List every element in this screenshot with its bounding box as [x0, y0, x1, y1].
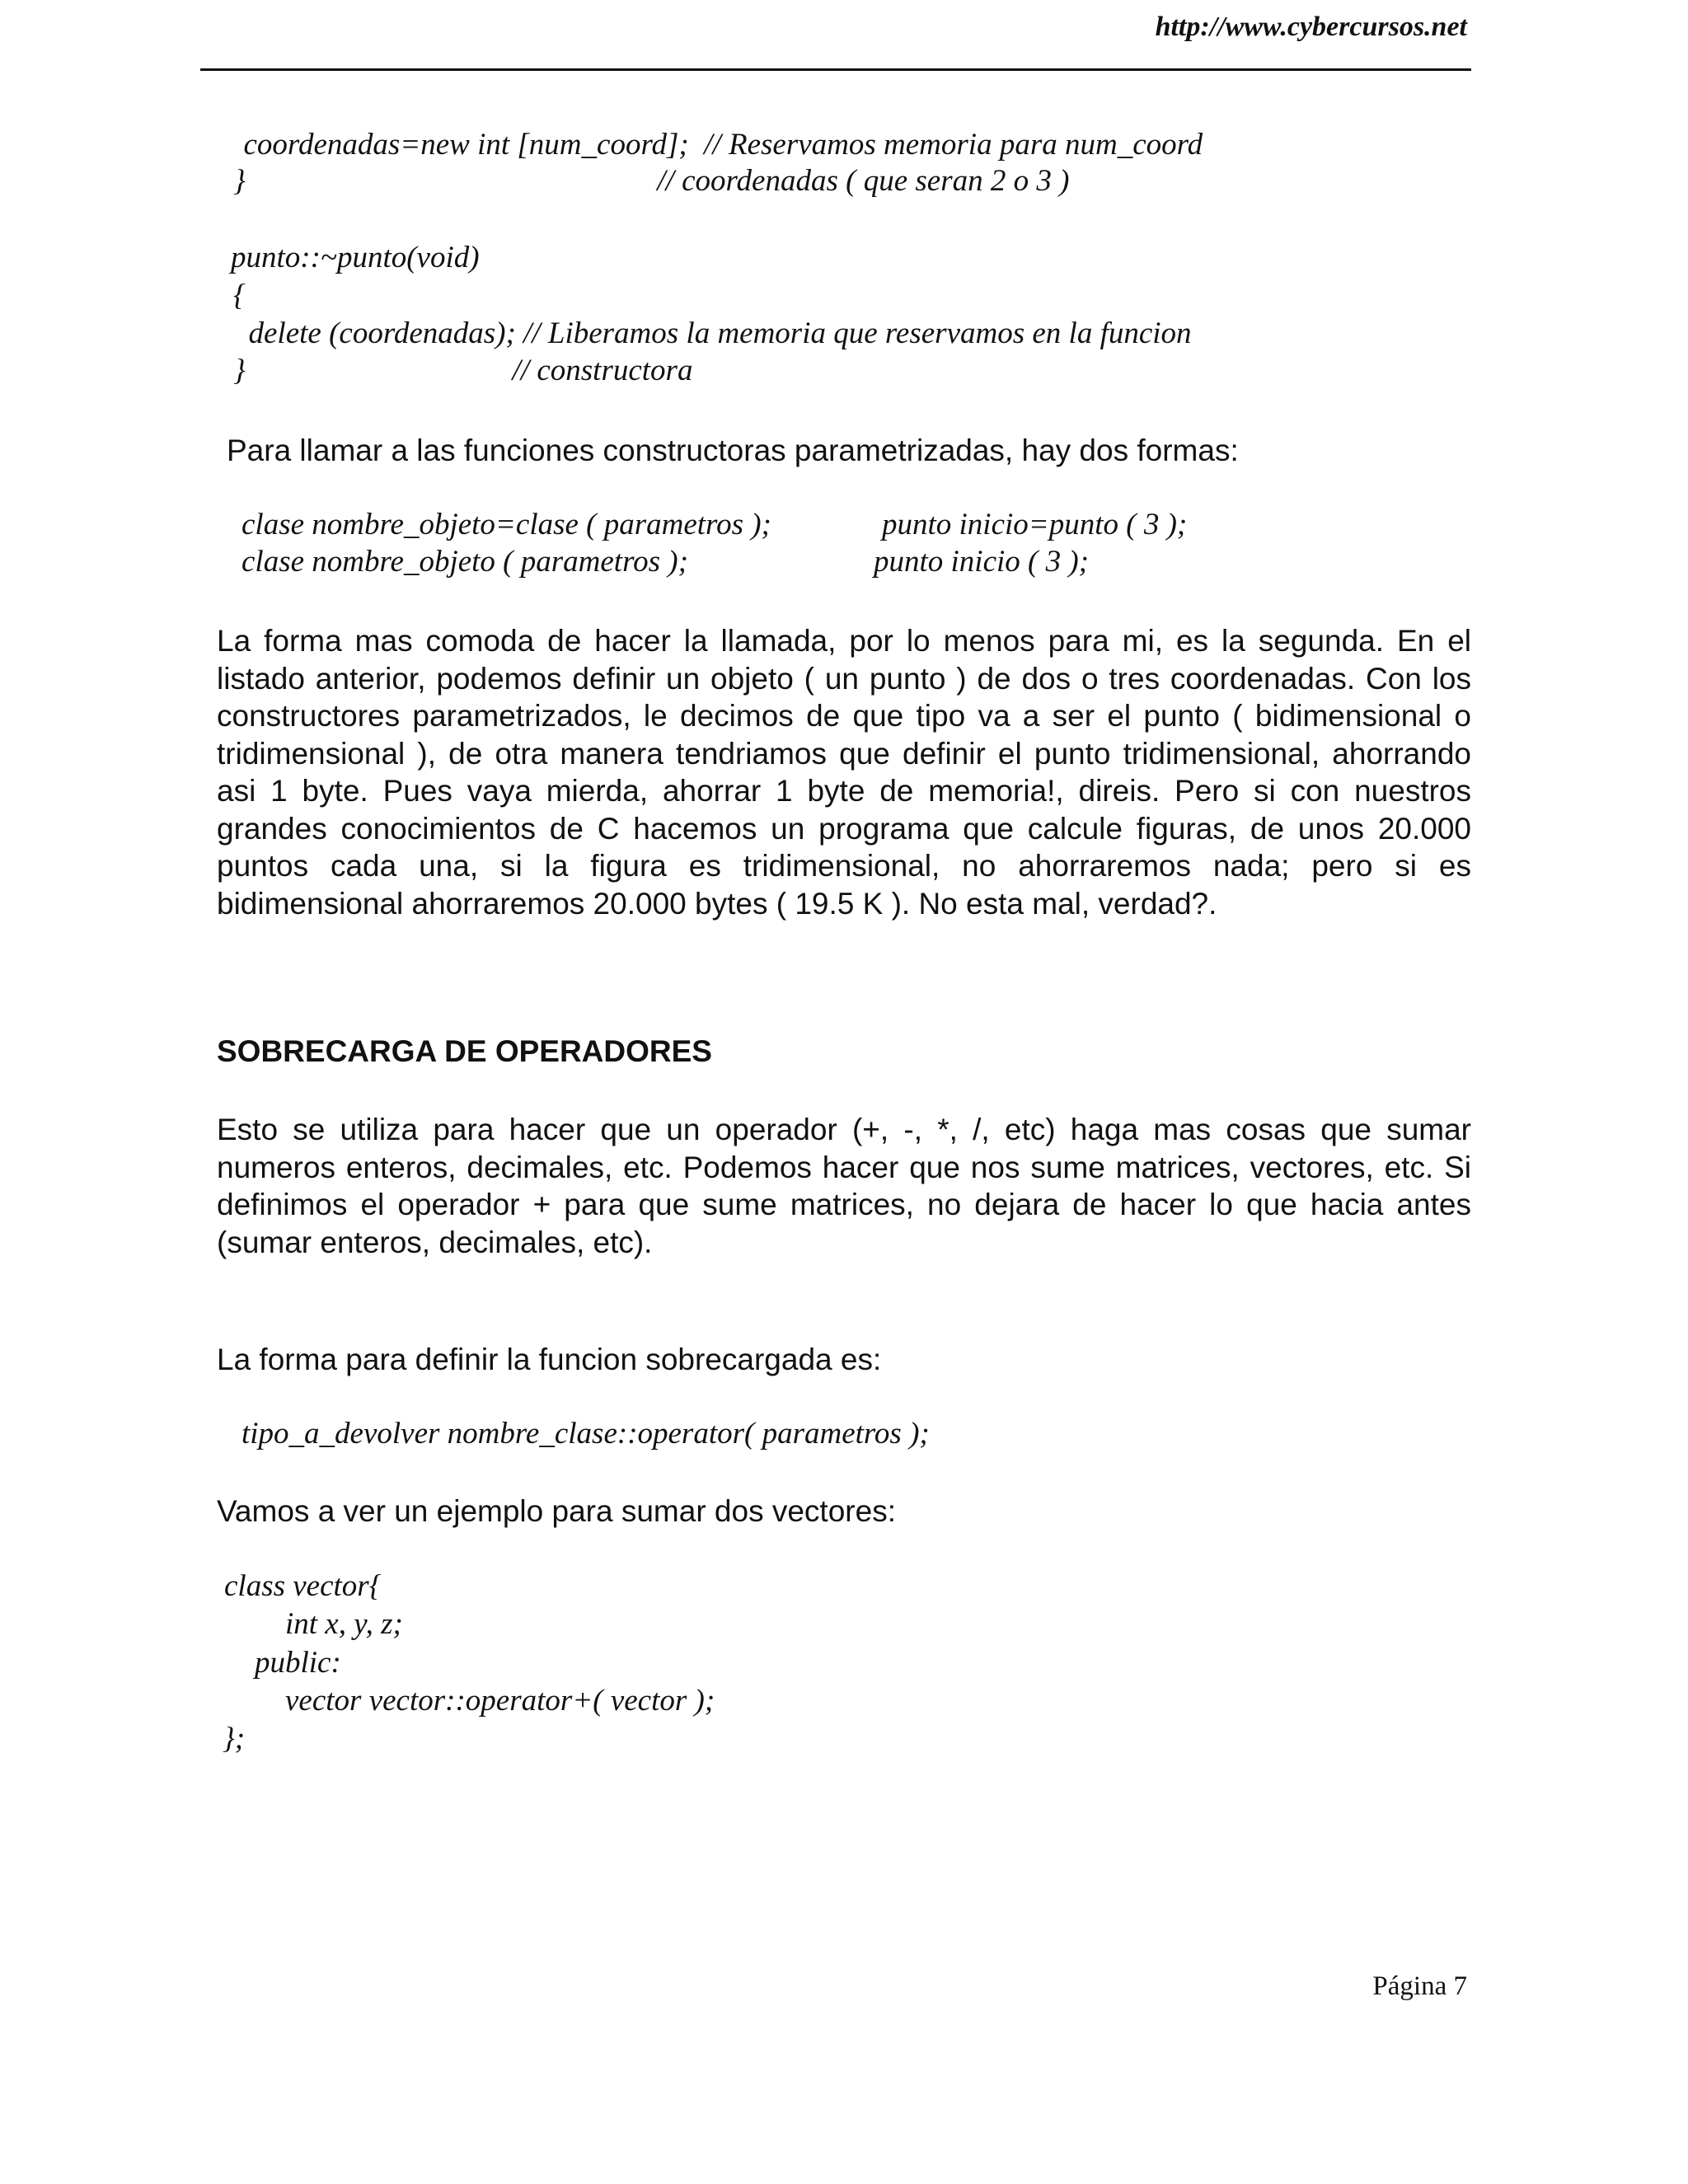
- code-line-6: } // constructora: [233, 354, 693, 387]
- form-right-2: punto inicio ( 3 );: [874, 545, 1090, 579]
- class-code-line-5: };: [223, 1722, 246, 1755]
- class-code-line-1: class vector{: [224, 1569, 382, 1603]
- code-line-3: punto::~punto(void): [231, 241, 480, 274]
- section-heading: SOBRECARGA DE OPERADORES: [217, 1034, 712, 1068]
- code-line-1: coordenadas=new int [num_coord]; // Reservamos memoria para num_coord: [228, 128, 1203, 162]
- paragraph-definition: La forma para definir la funcion sobrecargada es:: [217, 1343, 882, 1376]
- paragraph-constructors: La forma mas comoda de hacer la llamada, por lo menos para mi, es la segunda. En el listado anterior, podemos definir un objeto ( un punto ) de dos o tres coordenadas. Con los constructores parametrizados, le decimos de que tipo va a ser el punto ( bidimensional o tridimensional ), de otra manera tendriamos que definir el punto tridimensional, ahorrando asi 1 byte. Pues vaya mierda, ahorrar 1 byte de memoria!, direis. Pero si con nuestros grandes conocimientos de C hacemos un programa que calcule figuras, de unos 20.000 puntos cada una, si la figura es tridimensional, no ahorraremos nada; pero si es bidimensional ahorraremos 20.000 bytes ( 19.5 K ). No esta mal, verdad?.: [217, 624, 1471, 921]
- code-line-4: {: [233, 279, 246, 312]
- form-left-2: clase nombre_objeto ( parametros );: [241, 545, 688, 579]
- code-line-5: delete (coordenadas); // Liberamos la memoria que reservamos en la funcion: [233, 316, 1192, 350]
- class-code-line-2: int x, y, z;: [224, 1607, 403, 1641]
- class-code-line-4: vector vector::operator+( vector );: [224, 1684, 715, 1718]
- form-left-1: clase nombre_objeto=clase ( parametros );: [241, 508, 771, 541]
- code-line-2: } // coordenadas ( que seran 2 o 3 ): [233, 164, 1070, 198]
- class-code-line-3: public:: [224, 1646, 341, 1680]
- page-number: Página 7: [1372, 1971, 1467, 2001]
- form-right-1: punto inicio=punto ( 3 );: [882, 508, 1188, 541]
- header-url: http://www.cybercursos.net: [1155, 12, 1467, 42]
- header-divider: [200, 68, 1471, 71]
- paragraph-example: Vamos a ver un ejemplo para sumar dos vectores:: [217, 1494, 896, 1528]
- intro-text: Para llamar a las funciones constructoras parametrizadas, hay dos formas:: [227, 434, 1239, 467]
- paragraph-overloading: Esto se utiliza para hacer que un operador (+, -, *, /, etc) haga mas cosas que sumar numeros enteros, decimales, etc. Podemos hacer que nos sume matrices, vectores, etc. Si definimos el operador + para que sume matrices, no dejara de hacer lo que hacia antes (sumar enteros, decimales, etc).: [217, 1113, 1471, 1259]
- syntax-line: tipo_a_devolver nombre_clase::operator( parametros );: [241, 1417, 930, 1451]
